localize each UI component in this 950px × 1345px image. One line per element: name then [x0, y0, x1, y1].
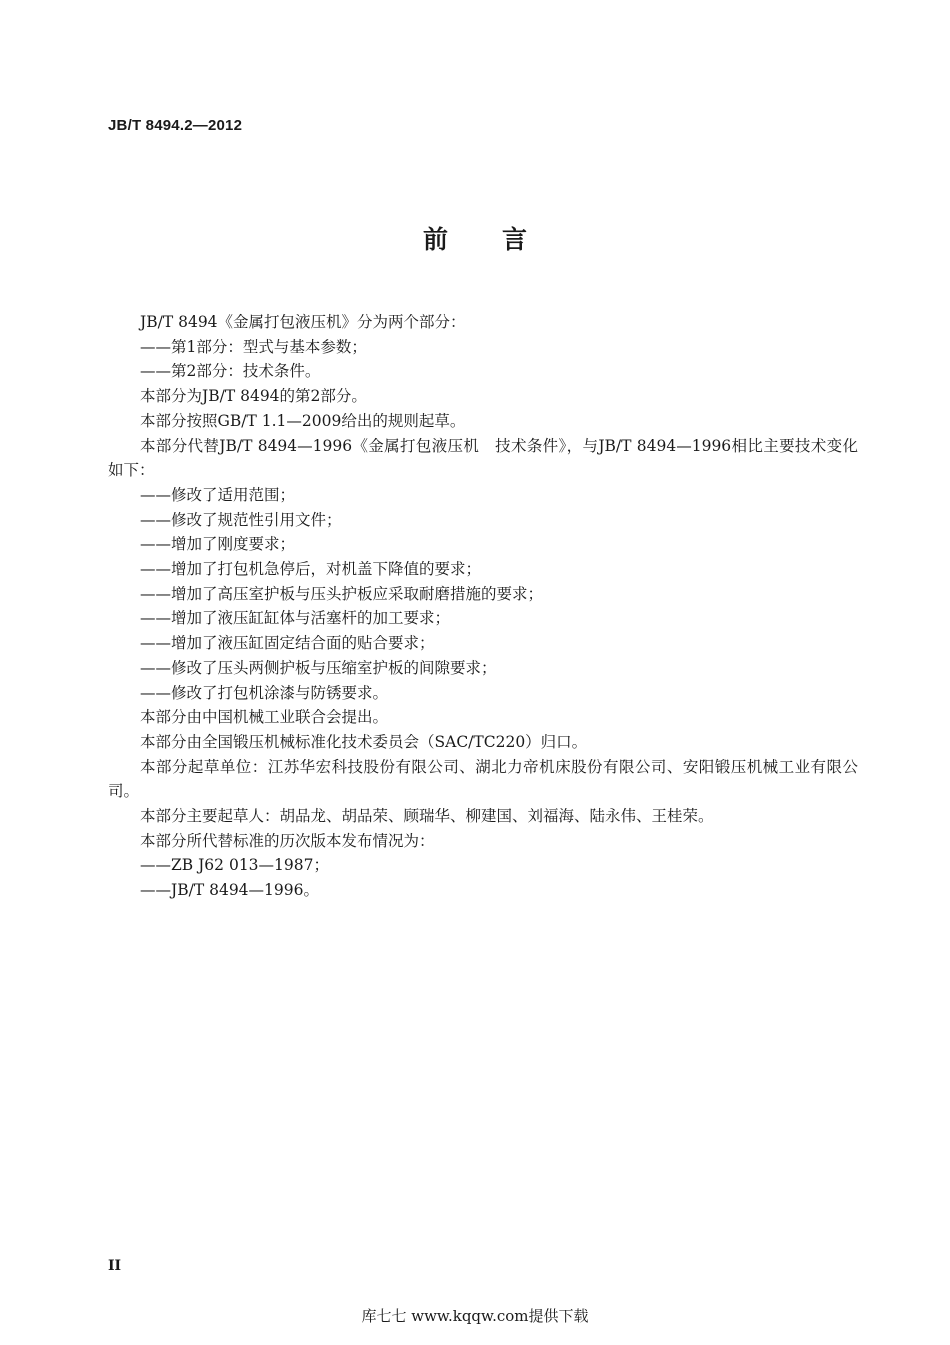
paragraph: 本部分按照GB/T 1.1—2009给出的规则起草。 — [140, 411, 466, 430]
list-item: ——增加了刚度要求； — [140, 535, 296, 554]
paragraph: 本部分由中国机械工业联合会提出。 — [140, 708, 389, 727]
list-item: ——增加了高压室护板与压头护板应采取耐磨措施的要求； — [140, 584, 544, 603]
list-item: ——修改了打包机涂漆与防锈要求。 — [140, 683, 389, 702]
paragraph: 本部分为JB/T 8494的第2部分。 — [140, 387, 367, 406]
list-item: ——第1部分：型式与基本参数； — [140, 337, 367, 356]
title-char-1: 前 — [422, 225, 448, 254]
list-item: ——修改了规范性引用文件； — [140, 510, 342, 529]
list-item: ——修改了适用范围； — [140, 485, 296, 504]
paragraph: 本部分代替JB/T 8494—1996《金属打包液压机 技术条件》，与JB/T 8494—1996相比主要技术变化如下： — [108, 436, 858, 480]
paragraph: 本部分起草单位：江苏华宏科技股份有限公司、湖北力帝机床股份有限公司、安阳锻压机械工业有限公司。 — [108, 757, 858, 801]
page-number: II — [108, 1258, 122, 1274]
list-item: ——增加了打包机急停后，对机盖下降值的要求； — [140, 560, 482, 579]
list-item: ——增加了液压缸缸体与活塞杆的加工要求； — [140, 609, 451, 628]
paragraph: 本部分所代替标准的历次版本发布情况为： — [140, 831, 435, 850]
list-item: ——第2部分：技术条件。 — [140, 362, 321, 381]
list-item: ——增加了液压缸固定结合面的贴合要求； — [140, 634, 435, 653]
list-item: ——ZB J62 013—1987； — [140, 856, 329, 875]
paragraph: 本部分由全国锻压机械标准化技术委员会（SAC/TC220）归口。 — [140, 732, 588, 751]
paragraph: JB/T 8494《金属打包液压机》分为两个部分： — [140, 313, 466, 331]
list-item: ——修改了压头两侧护板与压缩室护板的间隙要求； — [140, 658, 497, 677]
paragraph: 本部分主要起草人：胡品龙、胡品荣、顾瑞华、柳建国、刘福海、陆永伟、王桂荣。 — [140, 807, 714, 826]
foreword-body — [108, 310, 858, 903]
download-footer: 库七七 www.kqqw.com提供下载 — [361, 1307, 589, 1325]
standard-code: JB/T 8494.2—2012 — [108, 117, 243, 134]
page-title — [0, 220, 950, 256]
list-item: ——JB/T 8494—1996。 — [140, 881, 319, 900]
title-char-2: 言 — [502, 225, 528, 254]
